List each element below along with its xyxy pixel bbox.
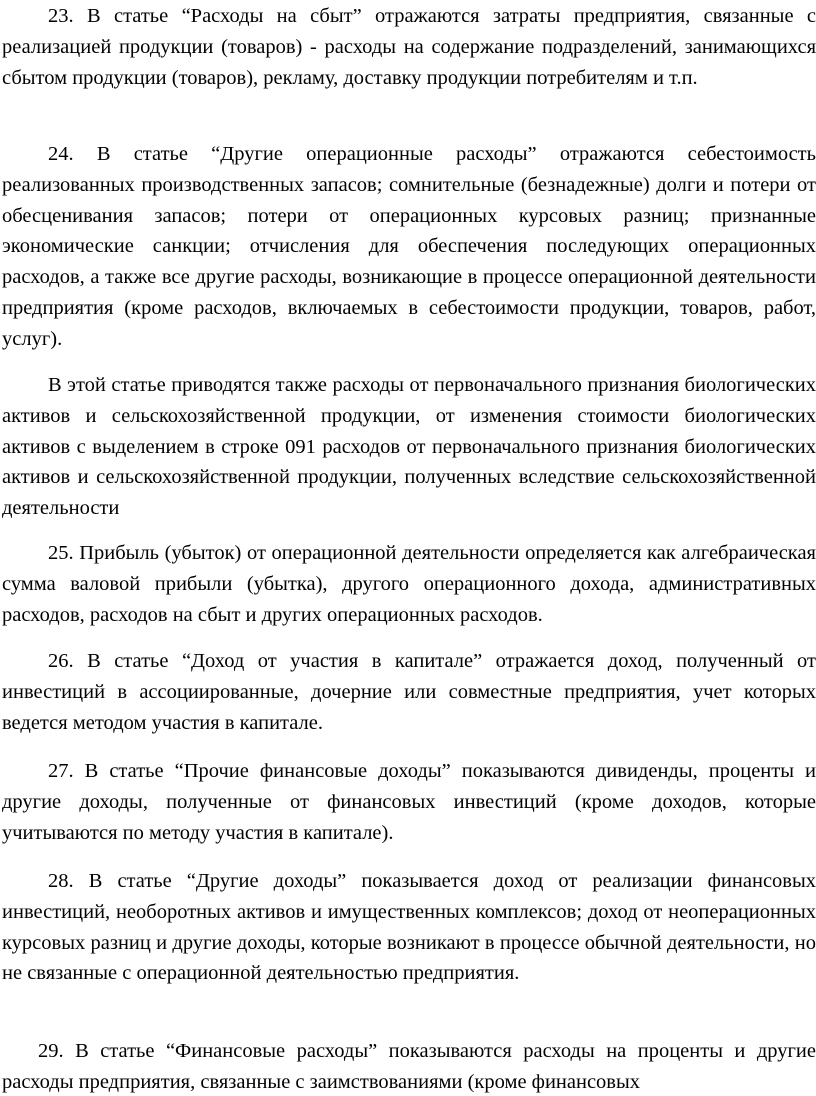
paragraph-27: 27. В статье “Прочие финансовые доходы” показываются дивиденды, проценты и другие доходы, полученные от финансовых инвестиций (кроме доходов, которые учитываются по методу участия в капитале).	[2, 760, 816, 844]
paragraph-24: 24. В статье “Другие операционные расходы” отражаются себестоимость реализованных производственных запасов; сомнительные (безнадежные) долги и потери от обесценивания запасов; потери от операционных курсовых разниц; признанные экономические санкции; отчисления для обеспечения последующих операционных расходов, а также все другие расходы, возникающие в процессе операционной деятельности предприятия (кроме расходов, включаемых в себестоимости продукции, товаров, работ, услуг).	[2, 143, 816, 350]
paragraph-23: 23. В статье “Расходы на сбыт” отражаются затраты предприятия, связанные с реализацией продукции (товаров) - расходы на содержание подразделений, занимающихся сбытом продукции (товаров), рекламу, доставку продукции потребителям и т.п.	[2, 5, 816, 89]
paragraph-26: 26. В статье “Доход от участия в капитале” отражается доход, полученный от инвестиций в ассоциированные, дочерние или совместные предприятия, учет которых ведется методом участия в капитале.	[2, 650, 816, 734]
paragraph-28: 28. В статье “Другие доходы” показывается доход от реализации финансовых инвестиций, необоротных активов и имущественных комплексов; доход от неоперационных курсовых разниц и другие доходы, которые возникают в процессе обычной деятельности, но не связанные с операционной деятельностью предприятия.	[2, 870, 816, 985]
paragraph-24-continuation: В этой статье приводятся также расходы от первоначального признания биологических активов и сельскохозяйственной продукции, от изменения стоимости биологических активов с выделением в строке 091 расходов от первоначального признания биологических активов и сельскохозяйственной продукции, полученных вследствие сельскохозяйственной деятельности	[2, 374, 816, 520]
paragraph-29: 29. В статье “Финансовые расходы” показываются расходы на проценты и другие расходы предприятия, связанные с заимствованиями (кроме финансовых	[2, 1040, 816, 1093]
paragraph-25: 25. Прибыль (убыток) от операционной деятельности определяется как алгебраическая сумма валовой прибыли (убытка), другого операционного дохода, административных расходов, расходов на сбыт и других операционных расходов.	[2, 542, 816, 626]
